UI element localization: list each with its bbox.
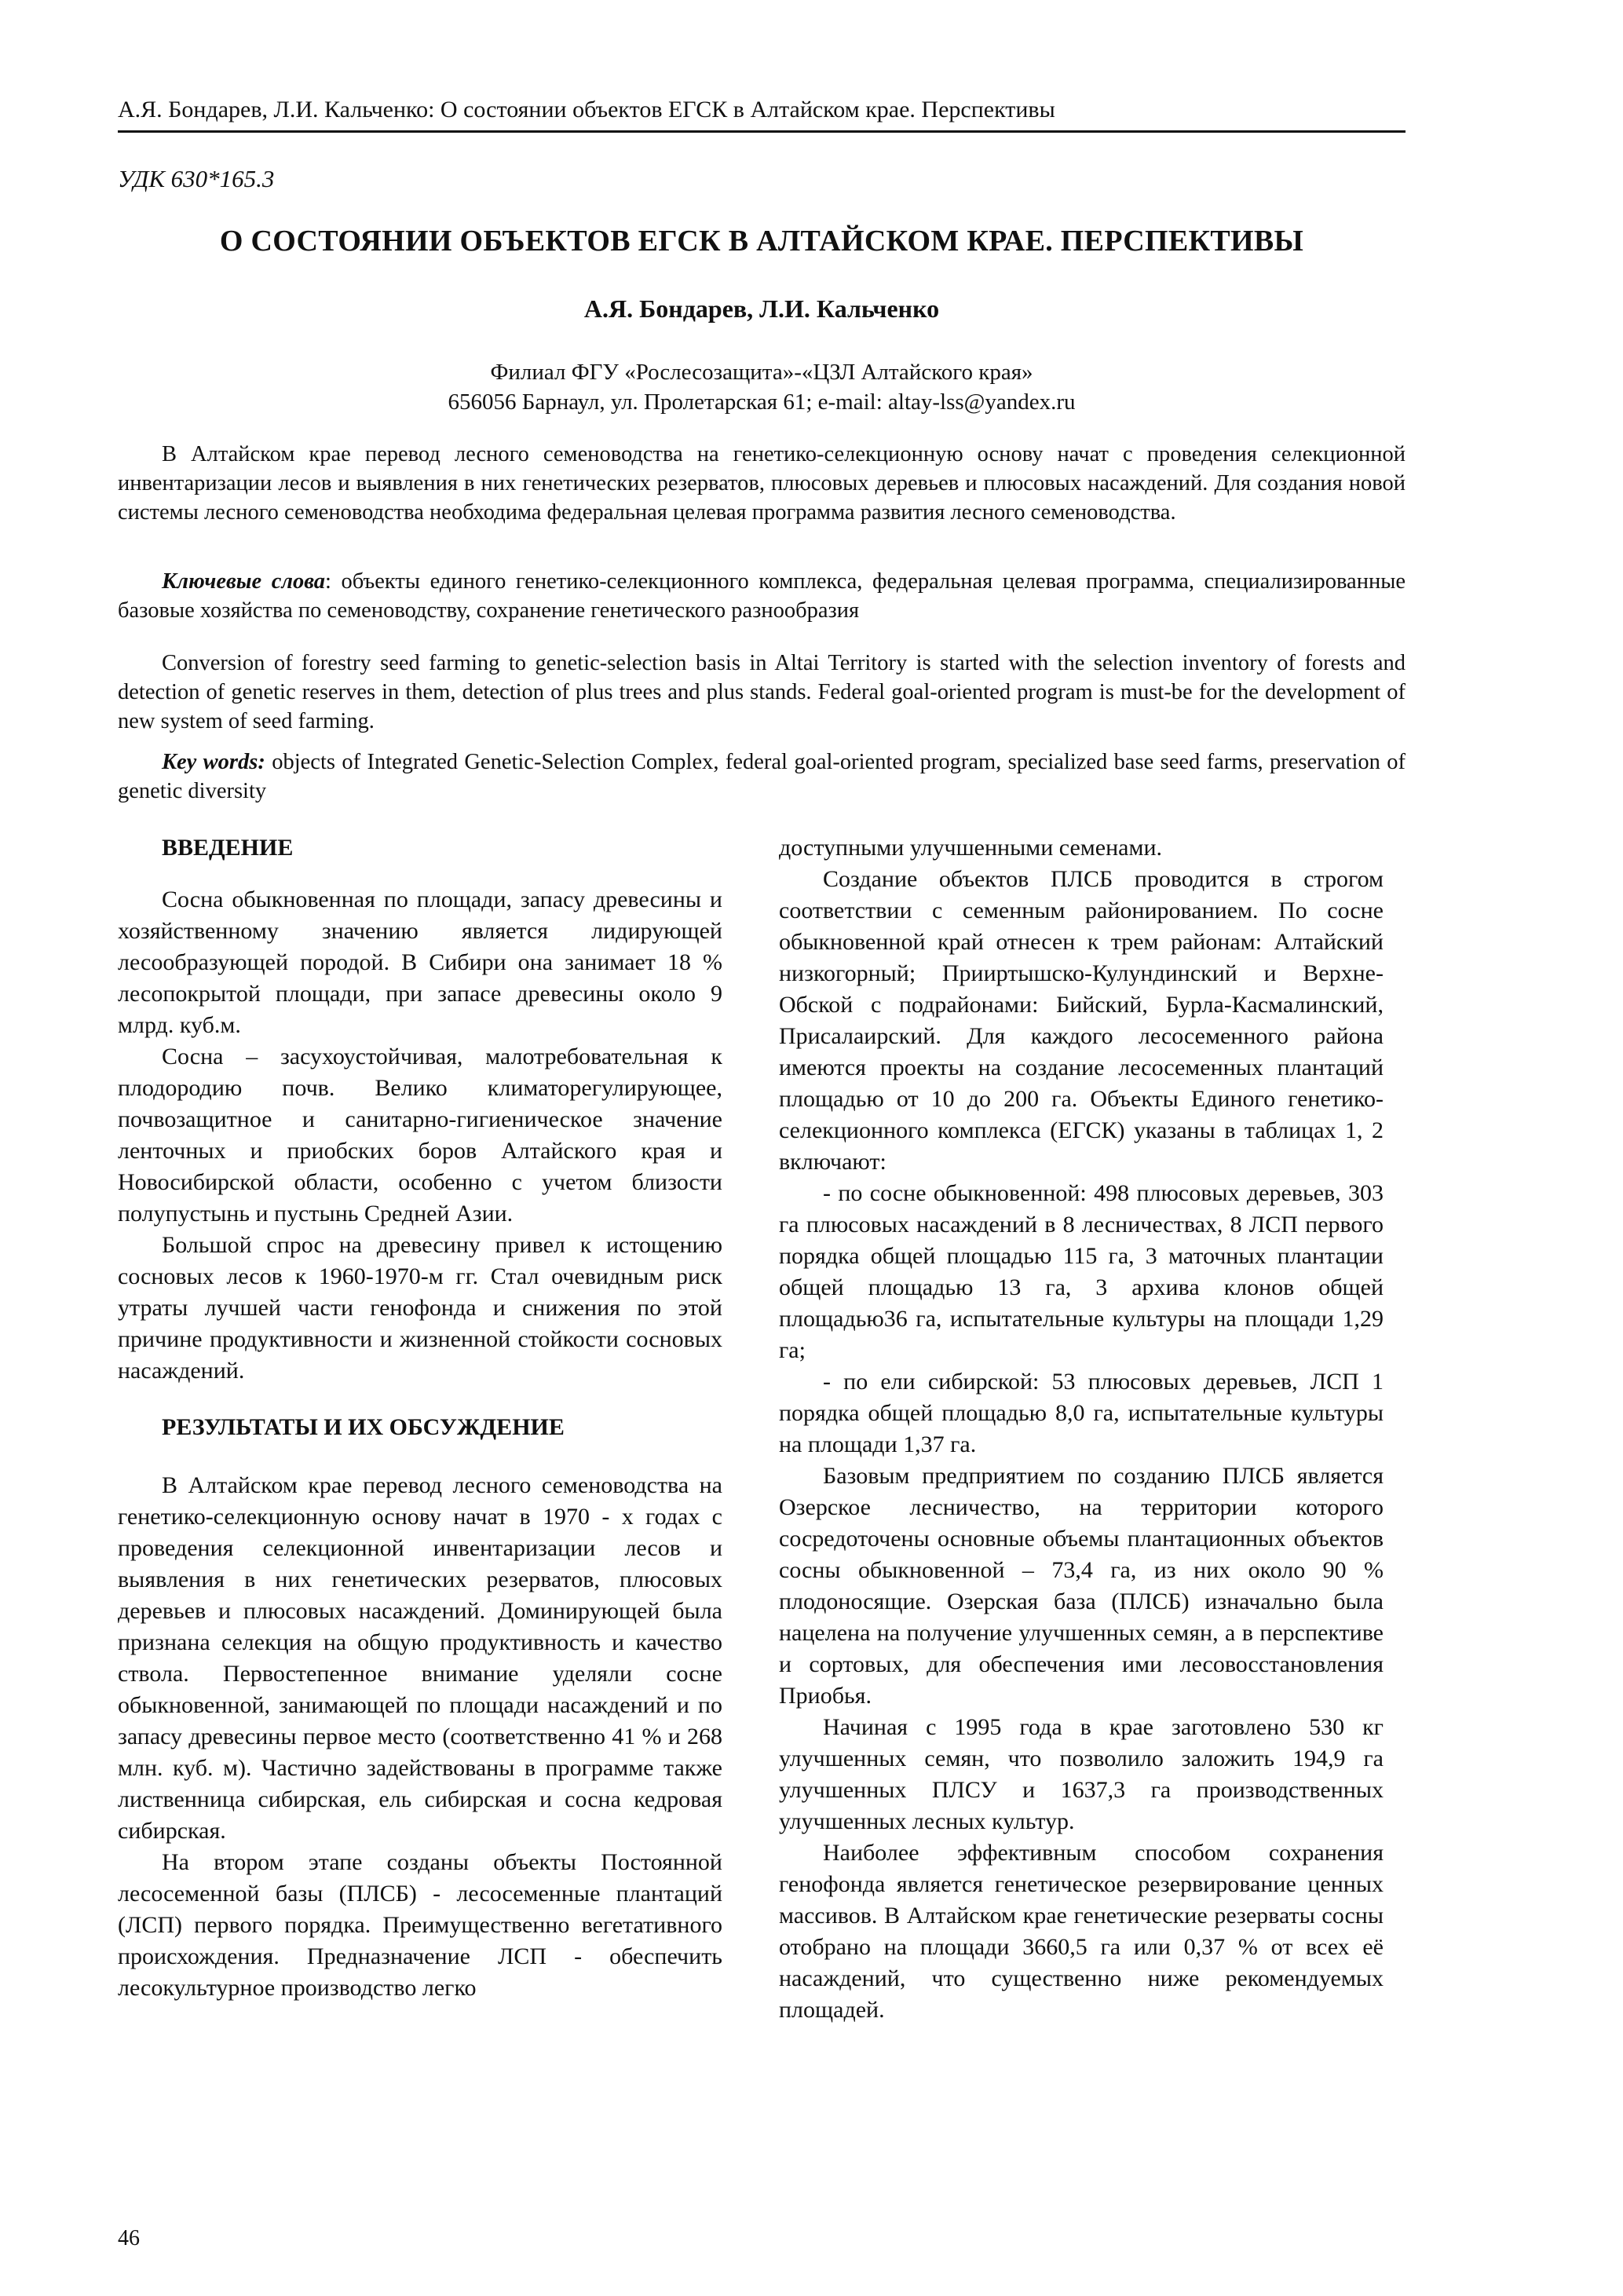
section-heading-results: РЕЗУЛЬТАТЫ И ИХ ОБСУЖДЕНИЕ xyxy=(162,1414,565,1440)
paragraph: На втором этапе созданы объекты Постоянной лесосеменной базы (ПЛСБ) - лесосеменные плантаций (ЛСП) первого порядка. Преимущественно вегетативного происхождения. Предназначение ЛСП - обеспечить лесокультурное производство легко xyxy=(118,1849,722,2001)
paragraph: Начиная с 1995 года в крае заготовлено 530 кг улучшенных семян, что позволило заложить 194,9 га улучшенных ПЛСУ и 1637,3 га производственных улучшенных лесных культур. xyxy=(779,1714,1384,1834)
udc-code: УДК 630*165.3 xyxy=(118,165,275,192)
paragraph: - по сосне обыкновенной: 498 плюсовых деревьев, 303 га плюсовых насаждений в 8 лесничествах, 8 ЛСП первого порядка общей площадью 115 га, 3 маточных плантации общей площадью 13 га, 3 архива клонов общей площадью36 га, испытательные культуры на площади 1,29 га; xyxy=(779,1180,1384,1363)
paragraph: В Алтайском крае перевод лесного семеноводства на генетико-селекционную основу начат в 1970 - х годах с проведения селекционной инвентаризации лесов и выявления в них генетических резерватов, плюсовых деревьев и плюсовых насаждений. Доминирующей была признана селекция на общую продуктивность и качество ствола. Первостепенное внимание уделяли сосне обыкновенной, занимающей по площади насаждений и по запасу древесины первое место (соответственно 41 % и 268 млн. куб. м). Частично задействованы в программе также лиственница сибирская, ель сибирская и сосна кедровая сибирская. xyxy=(118,1472,722,1844)
paragraph: Сосна обыкновенная по площади, запасу древесины и хозяйственному значению является лидирующей лесообразующей породой. В Сибири она занимает 18 % лесопокрытой площади, при запасе древесины около 9 млрд. куб.м. xyxy=(118,887,722,1038)
article-authors: А.Я. Бондарев, Л.И. Кальченко xyxy=(583,294,940,323)
affiliation-line-organization: Филиал ФГУ «Рослесозащита»-«ЦЗЛ Алтайского края» xyxy=(490,360,1033,385)
running-head: А.Я. Бондарев, Л.И. Кальченко: О состоянии объектов ЕГСК в Алтайском крае. Перспективы xyxy=(118,94,1406,133)
page-number: 46 xyxy=(118,2226,140,2250)
paragraph-continuation: доступными улучшенными семенами. xyxy=(779,835,1163,861)
keywords-english-label: Key words: xyxy=(162,750,265,774)
paragraph: - по ели сибирской: 53 плюсовых деревьев, ЛСП 1 порядка общей площадью 8,0 га, испытательные культуры на площади 1,37 га. xyxy=(779,1369,1384,1457)
article-title: О СОСТОЯНИИ ОБЪЕКТОВ ЕГСК В АЛТАЙСКОМ КРАЕ. ПЕРСПЕКТИВЫ xyxy=(219,225,1304,258)
paragraph: Сосна – засухоустойчивая, малотребовательная к плодородию почв. Велико климаторегулирующее, почвозащитное и санитарно-гигиеническое значение ленточных и приобских боров Алтайского края и Новосибирской области, особенно с учетом близости полупустынь и пустынь Средней Азии. xyxy=(118,1044,722,1227)
keywords-russian xyxy=(118,567,1406,625)
paragraph: Большой спрос на древесину привел к истощению сосновых лесов к 1960-1970-м гг. Стал очевидным риск утраты лучшей части генофонда и снижения по этой причине продуктивности и жизненной стойкости сосновых насаждений. xyxy=(118,1232,722,1384)
paragraph: Базовым предприятием по созданию ПЛСБ является Озерское лесничество, на территории которого сосредоточены основные объемы плантационных объектов сосны обыкновенной – 73,4 га, из них около 90 % плодоносящие. Озерская база (ПЛСБ) изначально была нацелена на получение улучшенных семян, а в перспективе и сортовых, для обеспечения ими лесовосстановления Приобья. xyxy=(779,1463,1384,1709)
keywords-russian-text: : объекты единого генетико-селекционного комплекса, федеральная целевая программа, специализированные базовые хозяйства по семеноводству, сохранение генетического разнообразия xyxy=(118,569,1406,623)
affiliation-line-address: 656056 Барнаул, ул. Пролетарская 61; e-mail: altay-lss@yandex.ru xyxy=(448,389,1076,415)
abstract-english: Conversion of forestry seed farming to genetic-selection basis in Altai Territory is started with the selection inventory of forests and detection of genetic reserves in them, detection of plus trees and plus stands. Federal goal-oriented program is must-be for the development of new system of seed farming. xyxy=(118,651,1406,733)
left-column xyxy=(118,832,722,2004)
paragraph: Наиболее эффективным способом сохранения генофонда является генетическое резервирование ценных массивов. В Алтайском крае генетические резерваты сосны отобрано на площади 3660,5 га или 0,37 % от всех её насаждений, что существенно ниже рекомендуемых площадей. xyxy=(779,1840,1384,2023)
paragraph: Создание объектов ПЛСБ проводится в строгом соответствии с семенным районированием. По сосне обыкновенной край отнесен к трем районам: Алтайский низкогорный; Прииртышско-Кулундинский и Верхне-Обской с подрайонами: Бийский, Бурла-Касмалинский, Присалаирский. Для каждого лесосеменного района имеются проекты на создание лесосеменных плантаций площадью от 10 до 200 га. Объекты Единого генетико-селекционного комплекса (ЕГСК) указаны в таблицах 1, 2 включают: xyxy=(779,866,1384,1175)
abstract-russian: В Алтайском крае перевод лесного семеноводства на генетико-селекционную основу начат с проведения селекционной инвентаризации лесов и выявления в них генетических резерватов, плюсовых деревьев и плюсовых насаждений. Для создания новой системы лесного семеноводства необходима федеральная целевая программа развития лесного семеноводства. xyxy=(118,442,1406,525)
keywords-english-text: objects of Integrated Genetic-Selection Complex, federal goal-oriented program, specialized base seed farms, preservation of genetic diversity xyxy=(118,750,1406,803)
section-heading-introduction: ВВЕДЕНИЕ xyxy=(162,835,294,861)
keywords-english xyxy=(118,748,1406,806)
keywords-russian-label: Ключевые слова xyxy=(162,569,326,594)
affiliation xyxy=(118,357,1406,417)
right-column xyxy=(779,832,1384,2026)
